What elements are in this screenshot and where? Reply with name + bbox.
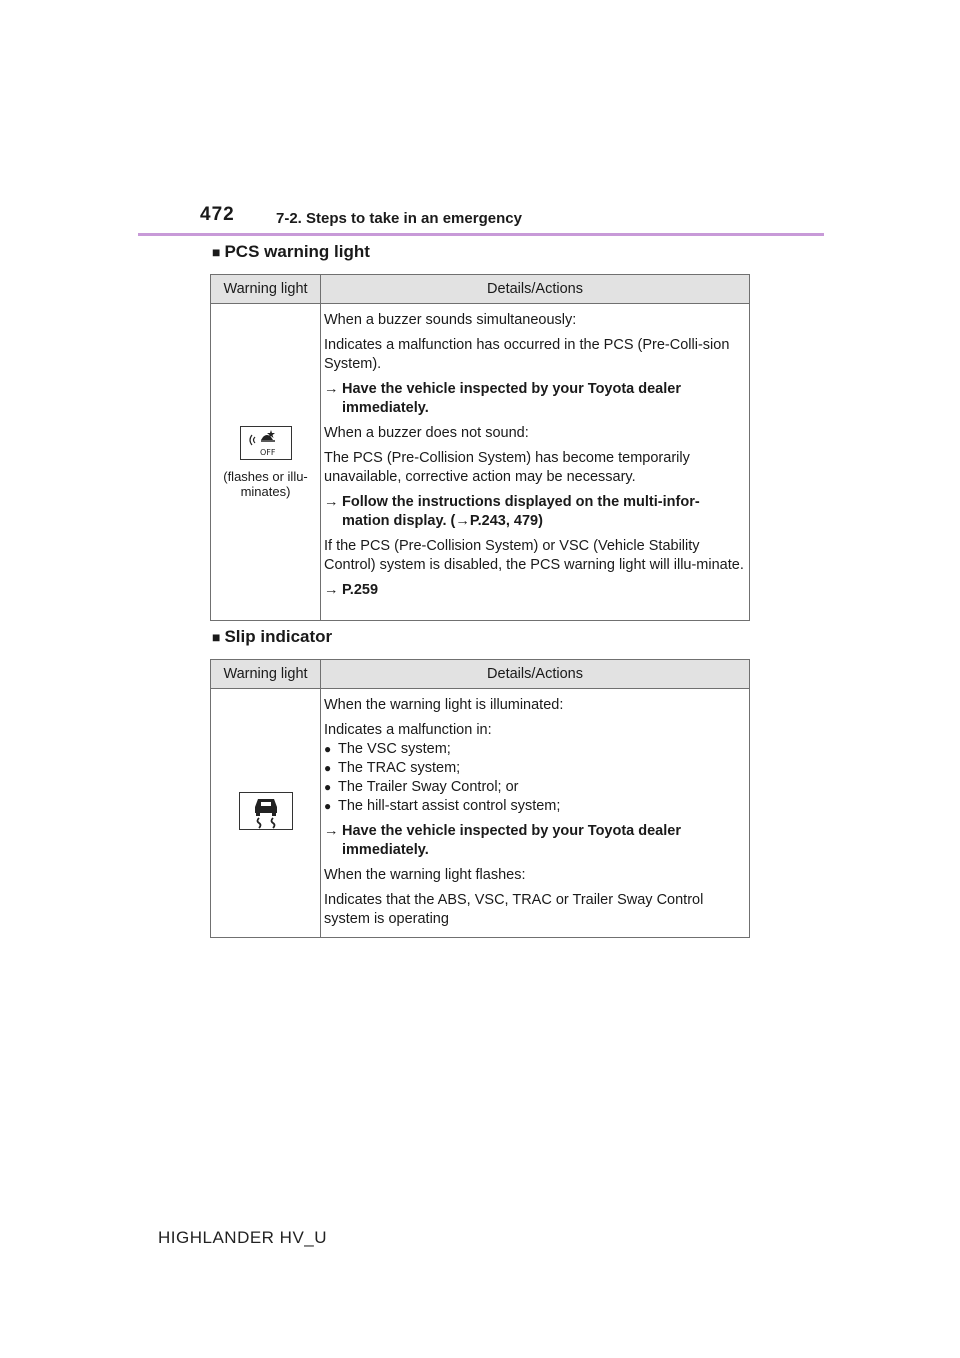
pcs-icon-caption: (flashes or illu- minates) — [223, 468, 308, 499]
slip-details-cell — [321, 689, 750, 938]
bullet-dot-icon: ● — [324, 780, 332, 794]
svg-text:OFF: OFF — [259, 447, 275, 457]
pcs-p5: If the PCS (Pre-Collision System) or VSC (Vehicle Stability Control) system is disabled, the PCS warning light will illu-minate. — [324, 538, 744, 573]
square-bullet-icon: ■ — [212, 629, 221, 645]
list-item — [324, 797, 745, 816]
pcs-table — [210, 274, 750, 621]
bullet-dot-icon: ● — [324, 742, 332, 756]
bullet-text: The Trailer Sway Control; or — [338, 779, 519, 795]
slip-table — [210, 659, 750, 938]
slip-heading — [212, 627, 332, 647]
pcs-action-2 — [324, 493, 745, 531]
slip-heading-text: Slip indicator — [224, 627, 333, 646]
list-item — [324, 759, 745, 778]
pcs-action-2-ref[interactable]: P.243, 479) — [469, 513, 543, 529]
slip-action-1-text: Have the vehicle inspected by your Toyota dealer immediately. — [342, 823, 681, 858]
arrow-icon: → — [324, 381, 339, 397]
table-row — [211, 304, 750, 621]
slip-p4: Indicates that the ABS, VSC, TRAC or Trailer Sway Control system is operating — [324, 892, 704, 927]
pcs-p4: The PCS (Pre-Collision System) has become temporarily unavailable, corrective action may be necessary. — [324, 450, 690, 485]
pcs-action-1-text: Have the vehicle inspected by your Toyota dealer immediately. — [342, 381, 681, 416]
list-item — [324, 778, 745, 797]
pcs-off-icon — [240, 426, 292, 460]
header-rule — [138, 233, 824, 236]
pcs-p2: Indicates a malfunction has occurred in the PCS (Pre-Colli-sion System). — [324, 337, 730, 372]
pcs-p1: When a buzzer sounds simultaneously: — [324, 312, 577, 328]
slip-indicator-icon — [239, 792, 293, 830]
pcs-p3: When a buzzer does not sound: — [324, 425, 529, 441]
bullet-dot-icon: ● — [324, 761, 332, 775]
table-row — [211, 689, 750, 938]
pcs-action-3-ref[interactable]: P.259 — [342, 582, 379, 598]
pcs-table-header — [211, 275, 750, 304]
arrow-icon: → — [324, 582, 339, 598]
arrow-icon: → — [324, 494, 339, 510]
pcs-heading — [212, 242, 370, 262]
list-item — [324, 740, 745, 759]
bullet-dot-icon: ● — [324, 799, 332, 813]
arrow-icon: → — [324, 823, 339, 839]
pcs-action-3 — [324, 581, 745, 600]
pcs-details-cell — [321, 304, 750, 621]
pcs-col-details: Details/Actions — [321, 275, 750, 304]
pcs-light-cell — [211, 304, 321, 621]
footer-model: HIGHLANDER HV_U — [158, 1228, 328, 1247]
slip-table-header — [211, 660, 750, 689]
section-title: 7-2. Steps to take in an emergency — [276, 210, 522, 227]
slip-light-cell — [211, 689, 321, 938]
slip-p1: When the warning light is illuminated: — [324, 697, 564, 713]
slip-col-details: Details/Actions — [321, 660, 750, 689]
bullet-text: The hill-start assist control system; — [338, 798, 561, 814]
bullet-text: The TRAC system; — [338, 760, 461, 776]
pcs-heading-text: PCS warning light — [224, 242, 370, 261]
slip-action-1 — [324, 822, 745, 860]
square-bullet-icon: ■ — [212, 244, 221, 260]
slip-p2: Indicates a malfunction in: — [324, 722, 492, 738]
slip-p3: When the warning light flashes: — [324, 867, 526, 883]
slip-col-light: Warning light — [211, 660, 321, 689]
page-number: 472 — [200, 204, 235, 225]
arrow-icon: → — [455, 513, 470, 529]
pcs-action-1 — [324, 380, 745, 418]
bullet-text: The VSC system; — [338, 741, 451, 757]
pcs-col-light: Warning light — [211, 275, 321, 304]
pcs-action-2-text: Follow the instructions displayed on the multi-infor-mation display. ( — [342, 494, 700, 529]
